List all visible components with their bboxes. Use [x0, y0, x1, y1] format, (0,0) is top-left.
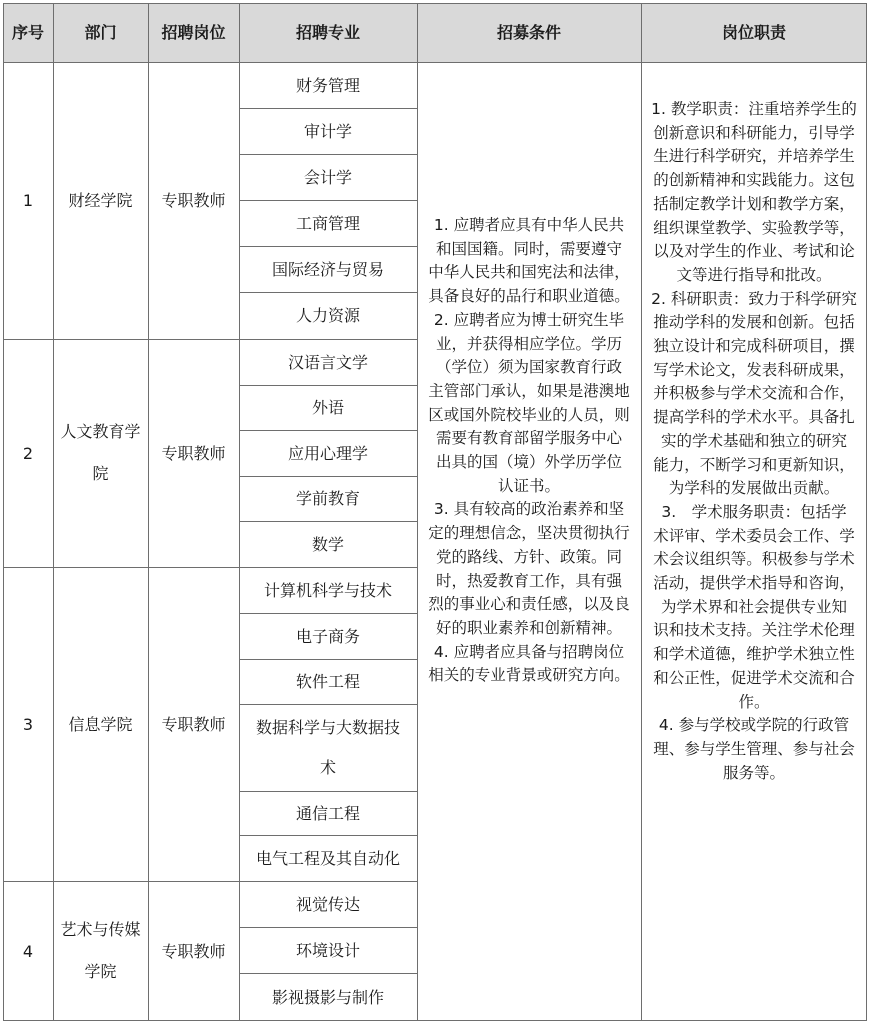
duties-line: 3. 学术服务职责：包括学 — [661, 502, 847, 521]
duties-line: 独立设计和完成科研项目，撰 — [653, 337, 855, 356]
conditions-line: 2. 应聘者应为博士研究生毕 — [433, 310, 625, 329]
major-cell: 电子商务 — [295, 626, 360, 646]
major-cell: 软件工程 — [295, 672, 360, 691]
duties-line: 推动学科的发展和创新。包括 — [653, 313, 855, 332]
conditions-line: 主管部门承认，如果是港澳地 — [428, 381, 630, 400]
row-number: 1 — [22, 191, 34, 210]
post-cell: 专职教师 — [161, 191, 226, 210]
duties-line: 术会议组织等。积极参与学术 — [653, 550, 855, 569]
department-cell — [53, 339, 148, 567]
major-cell: 人力资源 — [295, 306, 360, 325]
duties-line: 识和技术支持。关注学术伦理 — [653, 621, 855, 640]
header-cell-conditions: 招募条件 — [496, 23, 561, 42]
department-cell — [53, 567, 148, 881]
major-cell: 环境设计 — [295, 940, 360, 960]
post-cell: 专职教师 — [161, 714, 226, 734]
duties-line: 理、参与学生管理、参与社会 — [653, 739, 855, 758]
major-name-line: 术 — [319, 757, 336, 777]
duties-line: 服务等。 — [722, 763, 785, 782]
duties-line: 能力，不断学习和更新知识， — [653, 455, 855, 474]
duties-line: 1. 教学职责：注重培养学生的 — [651, 100, 857, 118]
conditions-line: 区或国外院校毕业的人员，则 — [428, 405, 630, 424]
conditions-line: 党的路线、方针、政策。同 — [435, 547, 622, 566]
major-cell: 数学 — [311, 534, 344, 554]
duties-line: 和学术道德，维护学术独立性 — [653, 645, 855, 664]
major-cell: 电气工程及其自动化 — [255, 848, 400, 868]
header-cell-major: 招聘专业 — [295, 23, 360, 42]
post-cell: 专职教师 — [161, 443, 226, 463]
department-name: 财经学院 — [68, 191, 133, 210]
header-cell-duties: 岗位职责 — [721, 23, 786, 42]
conditions-line: 出具的国（境）外学历学位 — [435, 453, 622, 472]
duties-line: 为学科的发展做出贡献。 — [668, 479, 840, 498]
major-cell: 国际经济与贸易 — [271, 259, 384, 279]
major-cell: 财务管理 — [295, 75, 360, 95]
major-cell: 应用心理学 — [287, 443, 368, 463]
duties-line: 为学术界和社会提供专业知 — [660, 597, 847, 616]
department-name-line: 学院 — [84, 962, 117, 981]
conditions-line: 中华人民共和国宪法和法律， — [428, 263, 630, 282]
major-cell: 会计学 — [303, 167, 352, 187]
conditions-line: 定的理想信念，坚决贯彻执行 — [428, 524, 630, 543]
job-duties-text — [641, 98, 867, 785]
major-cell: 视觉传达 — [295, 894, 360, 914]
major-cell: 学前教育 — [295, 489, 360, 508]
recruitment-table — [3, 3, 867, 1021]
duties-line: 实的学术基础和独立的研究 — [660, 431, 847, 450]
duties-line: 活动，提供学术指导和咨询， — [653, 574, 855, 593]
duties-line: 括制定教学计划和教学方案， — [653, 194, 855, 213]
duties-line: 的创新精神和实践能力。这包 — [653, 171, 855, 190]
row-number: 4 — [22, 941, 34, 961]
major-cell: 影视摄影与制作 — [271, 987, 384, 1007]
duties-line: 写学术论文，发表科研成果， — [653, 360, 855, 379]
major-cell: 通信工程 — [295, 803, 360, 823]
duties-line: 和公正性，促进学术交流和合 — [653, 668, 855, 687]
conditions-line: 1. 应聘者应具有中华人民共 — [433, 216, 625, 234]
conditions-line: 4. 应聘者应具备与招聘岗位 — [433, 642, 625, 661]
major-cell: 计算机科学与技术 — [263, 580, 392, 600]
duties-line: 组织课堂教学、实验教学等， — [653, 218, 855, 237]
header-cell-dept: 部门 — [84, 23, 117, 42]
conditions-line: 认证书。 — [497, 476, 560, 495]
post-cell: 专职教师 — [161, 941, 226, 961]
conditions-line: 时，热爱教育工作，具有强 — [435, 571, 622, 590]
duties-line: 并积极参与学术交流和合作， — [653, 384, 855, 403]
conditions-line: 相关的专业背景或研究方向。 — [428, 666, 630, 685]
duties-line: 2. 科研职责：致力于科学研究 — [651, 289, 857, 308]
department-name-line: 艺术与传媒 — [60, 920, 141, 939]
conditions-line: 好的职业素养和创新精神。 — [435, 618, 622, 637]
major-cell: 汉语言文学 — [287, 352, 368, 372]
conditions-line: 烈的事业心和责任感，以及良 — [428, 595, 630, 614]
department-name-line: 院 — [92, 464, 109, 483]
major-cell: 审计学 — [303, 121, 352, 141]
conditions-line: 具备良好的品行和职业道德。 — [428, 287, 630, 306]
conditions-line: 3. 具有较高的政治素养和坚 — [433, 500, 625, 519]
row-number: 2 — [22, 443, 34, 463]
conditions-line: 业，并获得相应学位。学历 — [435, 334, 622, 353]
conditions-line: 需要有教育部留学服务中心 — [435, 429, 622, 448]
duties-line: 术评审、学术委员会工作、学 — [653, 526, 855, 545]
duties-line: 生进行科学研究，并培养学生 — [653, 147, 855, 166]
department-cell — [53, 62, 148, 339]
major-cell: 工商管理 — [295, 213, 360, 233]
duties-line: 创新意识和科研能力，引导学 — [653, 123, 855, 142]
duties-line: 以及对学生的作业、考试和论 — [653, 242, 855, 261]
duties-line: 提高学科的学术水平。具备扎 — [653, 408, 855, 427]
row-number: 3 — [22, 714, 34, 734]
recruitment-conditions-text — [417, 214, 641, 688]
conditions-line: 和国国籍。同时，需要遵守 — [435, 239, 622, 258]
department-cell — [53, 881, 148, 1021]
header-cell-no: 序号 — [11, 23, 44, 42]
department-name-line: 人文教育学 — [60, 422, 141, 441]
major-cell — [239, 704, 417, 791]
conditions-line: （学位）须为国家教育行政 — [435, 358, 622, 377]
duties-line: 文等进行指导和批改。 — [676, 265, 832, 284]
duties-line: 作。 — [738, 692, 770, 711]
major-cell: 外语 — [311, 398, 344, 417]
duties-line: 4. 参与学校或学院的行政管 — [658, 716, 850, 735]
department-name: 信息学院 — [68, 714, 133, 734]
header-cell-post: 招聘岗位 — [161, 23, 226, 42]
major-name-line: 数据科学与大数据技 — [255, 717, 400, 737]
